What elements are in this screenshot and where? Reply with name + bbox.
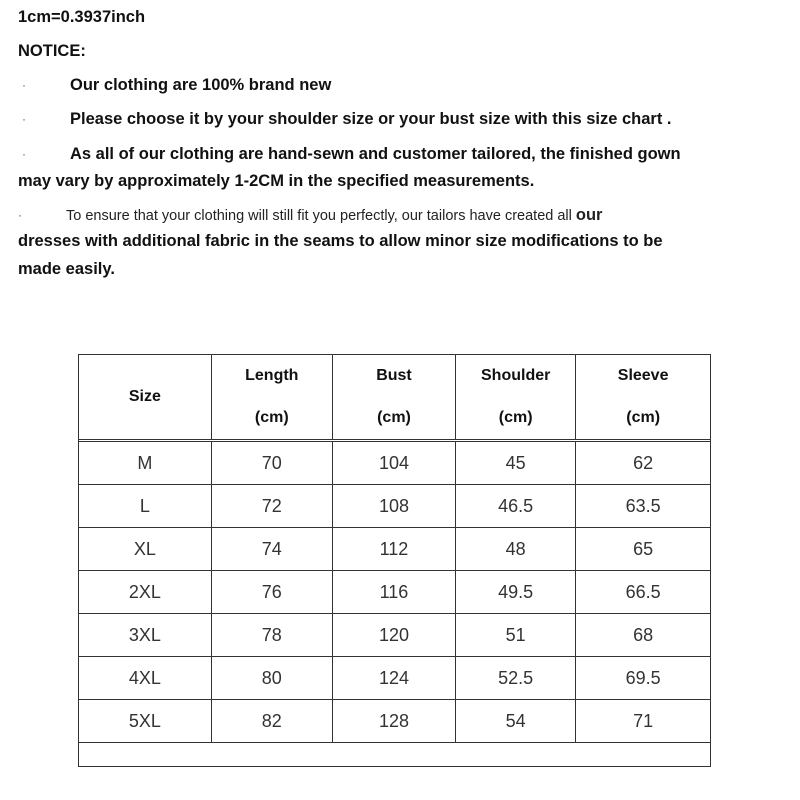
cell-size: XL — [79, 528, 211, 571]
cell-sleeve: 65 — [576, 528, 710, 571]
cell-sleeve: 66.5 — [576, 571, 710, 614]
cell-length: 78 — [211, 614, 332, 657]
header-shoulder: Shoulder (cm) — [456, 355, 576, 441]
notice-line-fit-end: made easily. — [18, 260, 115, 278]
table-row — [79, 657, 710, 700]
cell-shoulder: 48 — [456, 528, 576, 571]
cell-length: 70 — [211, 441, 332, 485]
cell-sleeve: 71 — [576, 700, 710, 743]
cell-bust: 104 — [332, 441, 455, 485]
table-row — [79, 614, 710, 657]
cell-bust: 124 — [332, 657, 455, 700]
table-row — [79, 700, 710, 743]
cell-bust: 116 — [332, 571, 455, 614]
bullet-icon: · — [18, 208, 22, 222]
cell-shoulder: 46.5 — [456, 485, 576, 528]
cell-shoulder: 51 — [456, 614, 576, 657]
bullet-icon: · — [22, 78, 26, 92]
cell-size: L — [79, 485, 211, 528]
cell-bust: 120 — [332, 614, 455, 657]
header-bust: Bust (cm) — [332, 355, 455, 441]
table-row — [79, 528, 710, 571]
table-row — [79, 441, 710, 485]
header-length: Length (cm) — [211, 355, 332, 441]
cell-size: M — [79, 441, 211, 485]
cell-length: 80 — [211, 657, 332, 700]
notice-line-brand-new: Our clothing are 100% brand new — [70, 76, 332, 94]
cell-sleeve: 62 — [576, 441, 710, 485]
cell-bust: 128 — [332, 700, 455, 743]
cell-sleeve: 63.5 — [576, 485, 710, 528]
cell-length: 82 — [211, 700, 332, 743]
cell-sleeve: 69.5 — [576, 657, 710, 700]
notice-line-hand-sewn-cont: may vary by approximately 1-2CM in the specified measurements. — [18, 172, 535, 190]
cell-shoulder: 52.5 — [456, 657, 576, 700]
notice-line-fit — [66, 206, 602, 225]
cell-size: 2XL — [79, 571, 211, 614]
cell-shoulder: 54 — [456, 700, 576, 743]
table-header-row — [79, 355, 710, 441]
cell-sleeve: 68 — [576, 614, 710, 657]
table-row — [79, 571, 710, 614]
cell-shoulder: 45 — [456, 441, 576, 485]
cell-size: 5XL — [79, 700, 211, 743]
cell-shoulder: 49.5 — [456, 571, 576, 614]
notice-line-choose-size: Please choose it by your shoulder size or your bust size with this size chart . — [70, 110, 672, 128]
bullet-icon: · — [22, 147, 26, 161]
cell-length: 74 — [211, 528, 332, 571]
notice-line-fit-text: To ensure that your clothing will still fit you perfectly, our tailors have created all — [66, 208, 572, 224]
cell-bust: 112 — [332, 528, 455, 571]
header-sleeve: Sleeve (cm) — [576, 355, 710, 441]
cell-length: 76 — [211, 571, 332, 614]
cell-size: 4XL — [79, 657, 211, 700]
notice-line-fit-cont: dresses with additional fabric in the seams to allow minor size modifications to be — [18, 232, 663, 250]
notice-heading: NOTICE: — [18, 42, 86, 60]
cell-length: 72 — [211, 485, 332, 528]
header-size: Size — [79, 355, 211, 441]
table-row — [79, 485, 710, 528]
cell-bust: 108 — [332, 485, 455, 528]
unit-conversion-note: 1cm=0.3937inch — [18, 8, 146, 26]
size-chart-table — [78, 354, 711, 767]
notice-line-fit-bold: our — [575, 206, 603, 224]
bullet-icon: · — [22, 112, 26, 126]
notice-line-hand-sewn: As all of our clothing are hand-sewn and customer tailored, the finished gown — [70, 145, 681, 163]
cell-size: 3XL — [79, 614, 211, 657]
